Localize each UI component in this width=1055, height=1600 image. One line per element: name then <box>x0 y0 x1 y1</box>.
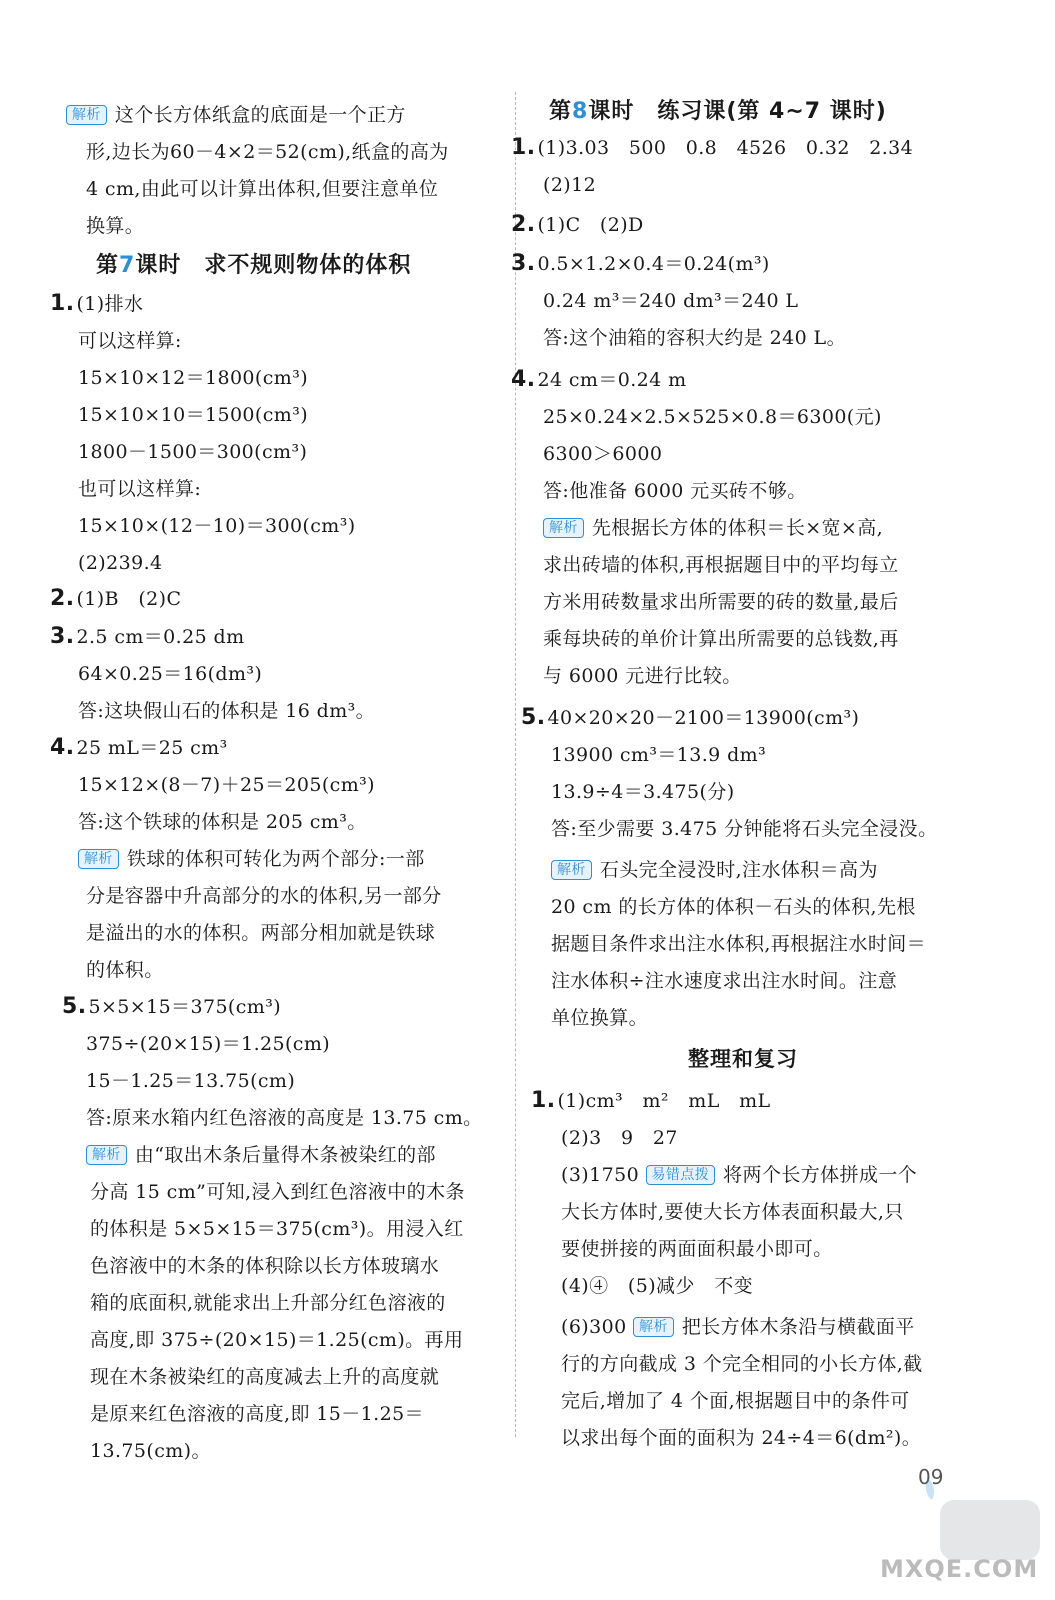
r-r1-line-9: 完后,增加了 4 个面,根据题目中的条件可 <box>561 1390 910 1412</box>
r-q3-line-2: 0.24 m³＝240 dm³＝240 L <box>543 290 799 312</box>
r-q4-explain-4: 乘每块砖的单价计算出所需要的总钱数,再 <box>543 628 899 650</box>
q3-line-1: 3. 2.5 cm＝0.25 dm <box>50 624 245 649</box>
intro-line-4: 换算。 <box>86 215 145 237</box>
r-q2-line-1: 2. (1)C (2)D <box>511 212 644 237</box>
r-q4-explain-5: 与 6000 元进行比较。 <box>543 665 742 687</box>
error-tip-tag: 易错点拨 <box>646 1165 716 1185</box>
intro-line-2: 形,边长为60－4×2＝52(cm),纸盒的高为 <box>86 141 449 163</box>
r-r1-line-5: 要使拼接的两面面积最小即可。 <box>561 1238 833 1260</box>
r-q5-explain-3: 据题目条件求出注水体积,再根据注水时间＝ <box>551 933 927 955</box>
q1-line-8: (2)239.4 <box>78 552 163 574</box>
lesson-7-heading: 第7课时 求不规则物体的体积 <box>96 253 412 278</box>
r-q5-explain-5: 单位换算。 <box>551 1007 649 1029</box>
q1-line-5: 1800－1500＝300(cm³) <box>78 441 308 463</box>
r-q5-explain-4: 注水体积÷注水速度求出注水时间。注意 <box>551 970 898 992</box>
q4-explain-1: 解析 铁球的体积可转化为两个部分:一部 <box>78 846 425 872</box>
q5-explain-7: 现在木条被染红的高度减去上升的高度就 <box>90 1366 440 1388</box>
q1-line-2: 可以这样算: <box>78 330 182 352</box>
r-q4-explain-1: 解析 先根据长方体的体积＝长×宽×高, <box>543 515 883 541</box>
q3-line-3: 答:这块假山石的体积是 16 dm³。 <box>78 700 376 722</box>
q4-line-2: 15×12×(8－7)＋25＝205(cm³) <box>78 774 375 796</box>
q5-explain-8: 是原来红色溶液的高度,即 15－1.25＝ <box>90 1403 424 1425</box>
q5-line-3: 15－1.25＝13.75(cm) <box>86 1070 296 1092</box>
r-r1-line-7: (6)300 解析 把长方体木条沿与横截面平 <box>561 1316 915 1338</box>
r-r1-line-8: 行的方向截成 3 个完全相同的小长方体,截 <box>561 1353 923 1375</box>
r-q4-line-3: 6300＞6000 <box>543 443 663 465</box>
q1-line-3: 15×10×12＝1800(cm³) <box>78 367 309 389</box>
r-q4-line-1: 4. 24 cm＝0.24 m <box>511 367 687 392</box>
q4-explain-4: 的体积。 <box>86 959 164 981</box>
q2-line-1: 2. (1)B (2)C <box>50 586 182 611</box>
q4-line-3: 答:这个铁球的体积是 205 cm³。 <box>78 811 367 833</box>
q1-line-1: 1. (1)排水 <box>50 291 144 316</box>
analysis-tag: 解析 <box>551 860 592 880</box>
r-r1-line-2: (2)3 9 27 <box>561 1127 678 1149</box>
lesson-8-heading: 第8课时 练习课(第 4~7 课时) <box>549 99 887 124</box>
q5-line-4: 答:原来水箱内红色溶液的高度是 13.75 cm。 <box>86 1107 483 1129</box>
page-number: 09 <box>918 1465 944 1489</box>
r-q5-line-1: 5. 40×20×20－2100＝13900(cm³) <box>521 705 860 730</box>
r-q3-line-1: 3. 0.5×1.2×0.4＝0.24(m³) <box>511 251 770 276</box>
q4-explain-2: 分是容器中升高部分的水的体积,另一部分 <box>86 885 442 907</box>
intro-line-3: 4 cm,由此可以计算出体积,但要注意单位 <box>86 178 439 200</box>
q1-line-7: 15×10×(12－10)＝300(cm³) <box>78 515 356 537</box>
r-r1-line-10: 以求出每个面的面积为 24÷4＝6(dm²)。 <box>561 1427 922 1449</box>
r-q4-line-4: 答:他准备 6000 元买砖不够。 <box>543 480 807 502</box>
r-q1-line-2: (2)12 <box>543 174 597 196</box>
q4-line-1: 4. 25 mL＝25 cm³ <box>50 735 228 760</box>
column-divider <box>515 92 516 1437</box>
q5-explain-1: 解析 由“取出木条后量得木条被染红的部 <box>86 1142 436 1168</box>
watermark-text: MXQE.COM <box>880 1555 1039 1583</box>
q5-explain-3: 的体积是 5×5×15＝375(cm³)。用浸入红 <box>90 1218 464 1240</box>
q1-line-4: 15×10×10＝1500(cm³) <box>78 404 309 426</box>
r-r1-line-6: (4)④ (5)减少 不变 <box>561 1275 754 1297</box>
analysis-tag: 解析 <box>86 1145 127 1165</box>
r-r1-line-4: 大长方体时,要使大长方体表面积最大,只 <box>561 1201 904 1223</box>
q1-line-6: 也可以这样算: <box>78 478 202 500</box>
r-q4-line-2: 25×0.24×2.5×525×0.8＝6300(元) <box>543 406 882 428</box>
q3-line-2: 64×0.25＝16(dm³) <box>78 663 263 685</box>
review-section-heading: 整理和复习 <box>688 1047 798 1071</box>
q5-explain-6: 高度,即 375÷(20×15)＝1.25(cm)。再用 <box>90 1329 464 1351</box>
r-q5-explain-1: 解析 石头完全浸没时,注水体积＝高为 <box>551 857 878 883</box>
analysis-tag: 解析 <box>543 518 584 538</box>
analysis-tag: 解析 <box>78 849 119 869</box>
r-r1-line-1: 1. (1)cm³ m² mL mL <box>531 1088 771 1113</box>
q5-explain-4: 色溶液中的木条的体积除以长方体玻璃水 <box>90 1255 440 1277</box>
analysis-tag: 解析 <box>633 1317 674 1337</box>
analysis-tag: 解析 <box>66 105 107 125</box>
q5-explain-2: 分高 15 cm”可知,浸入到红色溶液中的木条 <box>90 1181 465 1203</box>
r-r1-line-3: (3)1750 易错点拨 将两个长方体拼成一个 <box>561 1164 918 1186</box>
r-q5-line-4: 答:至少需要 3.475 分钟能将石头完全浸没。 <box>551 818 938 840</box>
q5-line-1: 5. 5×5×15＝375(cm³) <box>62 994 282 1019</box>
q5-explain-5: 箱的底面积,就能求出上升部分红色溶液的 <box>90 1292 446 1314</box>
intro-line-1: 解析 这个长方体纸盒的底面是一个正方 <box>66 102 406 128</box>
q4-explain-3: 是溢出的水的体积。两部分相加就是铁球 <box>86 922 436 944</box>
r-q1-line-1: 1. (1)3.03 500 0.8 4526 0.32 2.34 <box>511 135 914 160</box>
q5-explain-9: 13.75(cm)。 <box>90 1440 211 1462</box>
r-q5-line-3: 13.9÷4＝3.475(分) <box>551 781 735 803</box>
r-q5-line-2: 13900 cm³＝13.9 dm³ <box>551 744 767 766</box>
r-q3-line-3: 答:这个油箱的容积大约是 240 L。 <box>543 327 846 349</box>
r-q5-explain-2: 20 cm 的长方体的体积－石头的体积,先根 <box>551 896 916 918</box>
q5-line-2: 375÷(20×15)＝1.25(cm) <box>86 1033 331 1055</box>
r-q4-explain-3: 方米用砖数量求出所需要的砖的数量,最后 <box>543 591 899 613</box>
r-q4-explain-2: 求出砖墙的体积,再根据题目中的平均每立 <box>543 554 899 576</box>
